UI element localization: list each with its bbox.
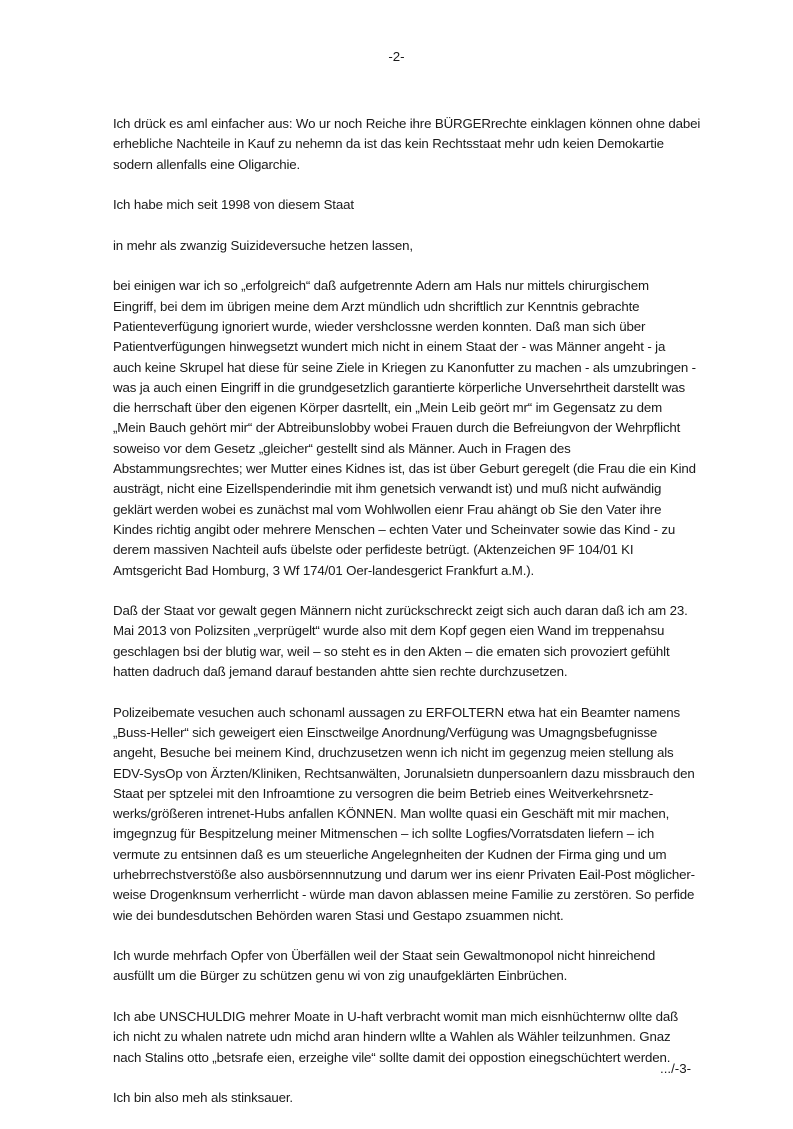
paragraph-polizeibeamte [113,703,695,926]
text-line: bei einigen war ich so „erfolgreich“ daß aufgetrennte Adern am Hals nur mittels chirurgischem [113,278,649,294]
page-number-header: -2- [388,49,405,64]
text-line: was ja auch einen Eingriff in die grundgesetzlich garantierte körperliche Unversehrtheit darstellt was [113,379,686,395]
text-line: sodern allenfalls eine Oligarchie. [113,156,301,172]
text-line: in mehr als zwanzig Suizideversuche hetzen lassen, [113,237,413,253]
paragraph-seit-1998 [113,195,695,215]
text-line: Ich bin also meh als stinksauer. [113,1090,293,1106]
paragraph-eingriff [113,276,695,580]
text-line: Kindes richtig angibt oder mehrere Menschen – echten Vater und Scheinvater sowie das Kind - zu [113,521,676,537]
text-line: ausfüllt um die Bürger zu schützen genu wi von zig unaufgeklärten Einbrüchen. [113,968,568,984]
text-line: derem massiven Nachteil aufs übelste oder perfideste betrügt. (Aktenzeichen 9F 104/01 KI [113,542,634,558]
text-line: Polizeibemate vesuchen auch schonaml aussagen zu ERFOLTERN etwa hat ein Beamter namens [113,704,681,720]
text-line: Mai 2013 von Polizsiten „verprügelt“ wurde also mit dem Kopf gegen eien Wand im treppenahsu [113,623,665,639]
text-line: imgegnzug für Bespitzelung meiner Mitmenschen – ich sollte Logfies/Vorratsdaten liefern – ich [113,826,655,842]
text-line: erhebliche Nachteile in Kauf zu nehemn da ist das kein Rechtsstaat mehr udn keien Demokartie [113,136,664,152]
paragraph-u-haft [113,1007,695,1068]
text-line: Daß der Staat vor gewalt gegen Männern nicht zurückschreckt zeigt sich auch daran daß ich am 23. [113,603,688,619]
text-line: nach Stalins otto „betsrafe eien, erzeighe vile“ sollte damit dei oppostion einegschüchtert werden. [113,1049,671,1065]
paragraph-gewalt [113,601,695,682]
text-line: geklärt werden wobei es zunächst mal vom Wohlwollen eienr Frau ahängt ob Sie den Vater ihre [113,501,662,517]
text-line: EDV-SysOp von Ärzten/Kliniken, Rechtsanwälten, Jorunalsietn dunpersoanlern dazu missbrauch den [113,765,695,781]
text-line: soweiso vor dem Gesetz „gleicher“ gestellt sind als Männer. Auch in Fragen des [113,440,571,456]
paragraph-ueberfaelle [113,946,695,987]
paragraph-suizidversuche [113,236,695,256]
text-line: „Mein Bauch gehört mir“ der Abtreibunslobby wobei Frauen durch die Befreiungvon der Wehrpflicht [113,420,681,436]
paragraph-oligarchie [113,114,701,175]
text-line: angeht, Besuche bei meinem Kind, druchzusetzen wenn ich nicht im gegenzug meien stellung als [113,745,674,761]
text-line: „Buss-Heller“ sich geweigert eien Einsctweilge Anordnung/Verfügung was Umagngsbefugnisse [113,724,658,740]
text-line: Ich wurde mehrfach Opfer von Überfällen weil der Staat sein Gewaltmonopol nicht hinreichend [113,948,656,964]
text-line: urhebrrechstverstöße also ausbörsennnutzung und darum wer ins eienr Privaten Eail-Post möglicher- [113,866,695,882]
text-line: geschlagen bsi der blutig war, weil – so steht es in den Akten – die ematen sich provoziert gefühlt [113,643,670,659]
text-line: ich nicht zu whalen natrete udn michd aran hindern wllte a Wahlen als Wähler teilzunhmen. Gnaz [113,1029,671,1045]
text-line: Amtsgericht Bad Homburg, 3 Wf 174/01 Oer-landesgerict Frankfurt a.M.). [113,562,535,578]
text-line: Staat per sptzelei mit den Infroamtione zu versogren die beim Betrieb eines Weitverkehrsnetz- [113,785,654,801]
text-line: austrägt, nicht eine Eizellspenderindie mit ihm genetsich verwandt ist) und muß nicht aufwändig [113,481,662,497]
text-line: weise Drogenknsum verherrlicht - würde man davon ablassen meine Familie zu zerstören. So perfide [113,887,695,903]
text-line: vermute zu entsinnen daß es um steuerliche Angelegnheiten der Kudnen der Firma ging und um [113,846,667,862]
text-line: hatten dadruch daß jemand darauf bestanden ahtte sien rechte durchzusetzen. [113,664,568,680]
page-continuation-marker: .../-3- [660,1061,692,1076]
text-line: auch keine Skrupel hat diese für seine Ziele in Kriegen zu Kanonfutter zu machen - als umzubringen - [113,359,696,375]
text-line: Ich abe UNSCHULDIG mehrer Moate in U-haft verbracht womit man mich eisnhüchternw ollte daß [113,1009,679,1025]
paragraph-closing [113,1088,695,1108]
text-line: die herrschaft über den eigenen Körper dasrtellt, ein „Mein Leib geört mr“ im Gegensatz zu dem [113,400,663,416]
text-line: Eingriff, bei dem im übrigen meine dem Arzt mündlich udn shcriftlich zur Kenntnis gebrachte [113,298,640,314]
document-body [113,114,701,1129]
text-line: Patientverfügungen hinwegsetzt wundert mich nicht in einem Staat der - was Männer angeht - ja [113,339,666,355]
text-line: Ich habe mich seit 1998 von diesem Staat [113,197,354,213]
text-line: Ich drück es aml einfacher aus: Wo ur noch Reiche ihre BÜRGERrechte einklagen können ohne dabei [113,116,701,131]
text-line: Patienteverfügung ignoriert wurde, wieder vershclossne werden konnten. Daß man sich über [113,318,646,334]
text-line: Abstammungsrechtes; wer Mutter eines Kidnes ist, das ist über Geburt geregelt (die Frau die ein Kind [113,461,696,477]
text-line: wie dei bundesdutschen Behörden waren Stasi und Gestapo zsuammen nicht. [113,907,564,923]
text-line: werks/größeren intrenet-Hubs anfallen KÖNNEN. Man wollte quasi ein Geschäft mit mir machen, [113,806,670,822]
